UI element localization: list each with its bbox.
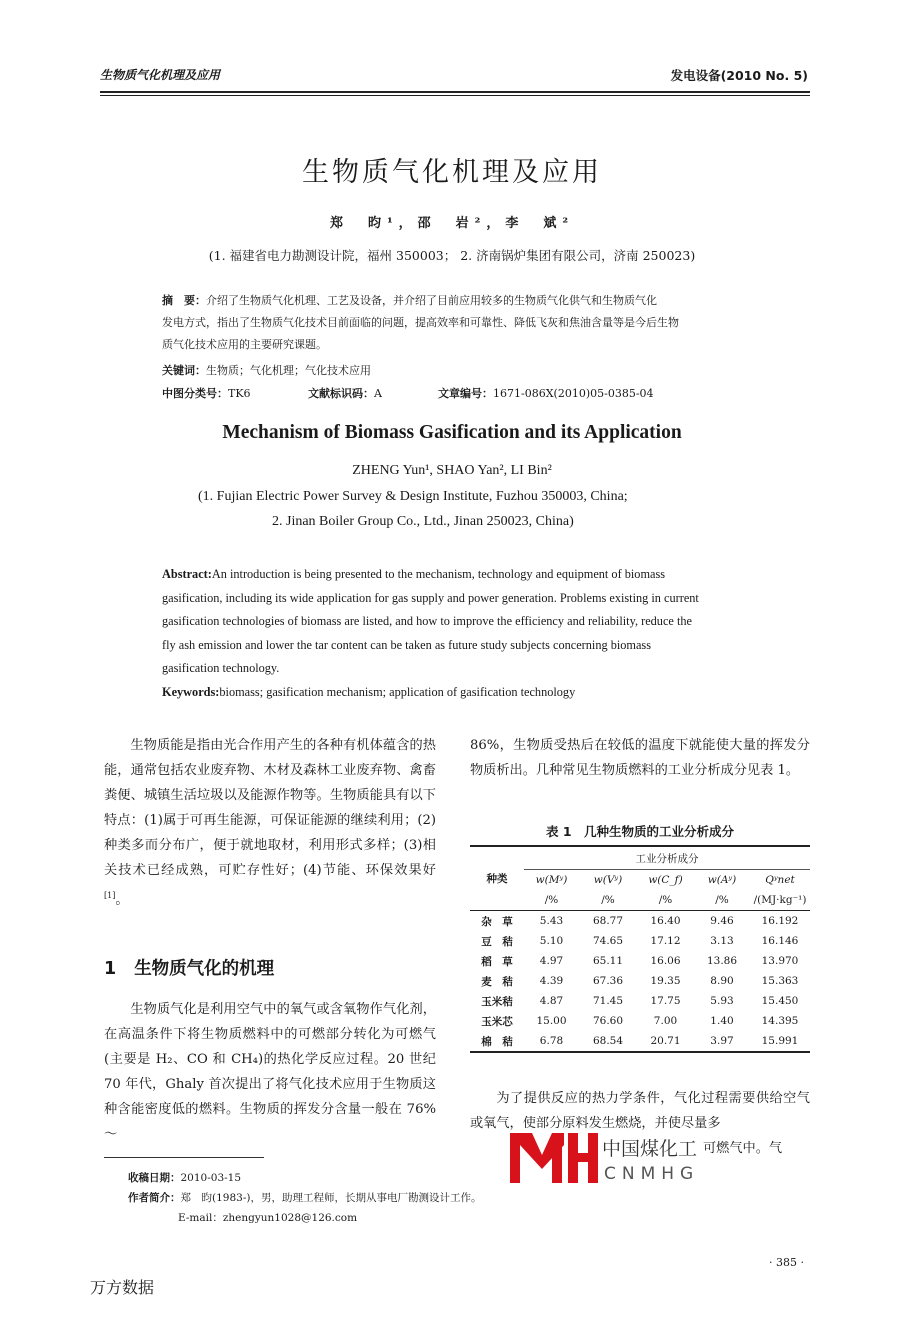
table-cell: 4.39 bbox=[539, 975, 564, 987]
table-cell: 3.13 bbox=[710, 935, 734, 947]
table-col-unit: /% bbox=[524, 890, 579, 911]
keywords-cn-label: 关键词： bbox=[162, 364, 206, 377]
table-cell: 16.40 bbox=[650, 915, 681, 927]
table-cell-material: 玉米芯 bbox=[481, 1015, 513, 1028]
keywords-cn: 生物质；气化机理；气化技术应用 bbox=[206, 364, 371, 377]
table-col-unit: /% bbox=[637, 890, 694, 911]
footnote-received: 收稿日期：2010-03-15 bbox=[128, 1172, 242, 1184]
table-bottom-rule bbox=[470, 1051, 810, 1053]
affiliation-en-line1: (1. Fujian Electric Power Survey & Design Institute, Fuzhou 350003, China; bbox=[198, 489, 628, 504]
table-cell: 1.40 bbox=[710, 1015, 734, 1027]
article-number: 文章编号：1671-086X(2010)05-0385-04 bbox=[438, 387, 654, 400]
table-cell: 5.10 bbox=[539, 935, 564, 947]
section-heading-1: 1 生物质气化的机理 bbox=[104, 959, 275, 979]
table-cell: 65.11 bbox=[592, 955, 624, 967]
table-cell-material: 豆 秸 bbox=[481, 935, 513, 948]
table-row bbox=[470, 971, 810, 991]
abstract-cn-line2: 发电方式，指出了生物质气化技术目前面临的问题，提高效率和可靠性、降低飞灰和焦油含量等是今后生物 bbox=[162, 316, 679, 329]
table-cell: 13.970 bbox=[761, 955, 799, 967]
table-cell: 20.71 bbox=[650, 1035, 681, 1047]
table-col-symbol: w(C_f) bbox=[648, 874, 683, 886]
keywords-en-label: Keywords: bbox=[162, 684, 220, 699]
keywords-en: biomass; gasification mechanism; application of gasification technology bbox=[219, 684, 576, 699]
classification: 中图分类号：TK6 bbox=[162, 387, 251, 400]
table-cell-material: 棉 秸 bbox=[481, 1035, 513, 1048]
table-1 bbox=[470, 845, 810, 1053]
table-cell: 68.77 bbox=[592, 915, 624, 927]
abstract-cn-line3: 质气化技术应用的主要研究课题。 bbox=[162, 338, 327, 351]
table-col-symbol: w(Mʸ) bbox=[535, 874, 568, 886]
table-cell: 16.146 bbox=[761, 935, 799, 947]
table-cell: 76.60 bbox=[592, 1015, 624, 1027]
right-column-text-top: 86%，生物质受热后在较低的温度下就能使大量的挥发分物质析出。几种常见生物质燃料的工业分析成分见表 1。 bbox=[470, 738, 810, 778]
table-col-unit: /% bbox=[579, 890, 637, 911]
table-cell: 7.00 bbox=[653, 1015, 678, 1027]
table-cell: 6.78 bbox=[539, 1035, 564, 1047]
document-code: 文献标识码：A bbox=[308, 387, 382, 400]
table-col-unit: /(MJ·kg⁻¹) bbox=[750, 890, 810, 911]
cnmhg-logo bbox=[508, 1129, 600, 1185]
citation-ref[interactable]: [1] bbox=[104, 891, 116, 900]
authors-cn: 郑 昀¹，邵 岩²，李 斌² bbox=[329, 216, 575, 231]
running-header-left: 生物质气化机理及应用 bbox=[100, 68, 221, 82]
table-cell-material: 稻 草 bbox=[481, 955, 513, 968]
watermark-cn: 中国煤化工 bbox=[602, 1134, 697, 1161]
table-col-symbol: Qʸnet bbox=[765, 874, 795, 886]
table-cell: 4.87 bbox=[539, 995, 564, 1007]
table-cell: 71.45 bbox=[592, 995, 624, 1007]
table-cell: 15.363 bbox=[761, 975, 799, 987]
table-row bbox=[470, 911, 810, 932]
table-cell: 14.395 bbox=[761, 1015, 799, 1027]
table-cell: 9.46 bbox=[710, 915, 734, 927]
table-col-symbol: w(Aʸ) bbox=[707, 874, 737, 886]
table-cell: 15.450 bbox=[761, 995, 799, 1007]
abstract-cn-line1: 介绍了生物质气化机理、工艺及设备，并介绍了目前应用较多的生物质气化供气和生物质气化 bbox=[206, 294, 657, 307]
right-column-text-bottom: 为了提供反应的热力学条件，气化过程需要供给空气或氧气，使部分原料发生燃烧，并使尽量多 bbox=[470, 1091, 810, 1131]
table-caption: 表 1 几种生物质的工业分析成分 bbox=[545, 824, 735, 839]
table-cell: 15.00 bbox=[536, 1015, 567, 1027]
table-cell-material: 玉米秸 bbox=[481, 995, 513, 1008]
authors-en: ZHENG Yun¹, SHAO Yan², LI Bin² bbox=[352, 463, 552, 478]
table-row bbox=[470, 951, 810, 971]
table-cell: 67.36 bbox=[592, 975, 624, 987]
page-number: · 385 · bbox=[769, 1256, 804, 1269]
table-cell: 16.06 bbox=[650, 955, 681, 967]
affiliation-cn: (1. 福建省电力勘测设计院，福州 350003； 2. 济南锅炉集团有限公司，济南 250023) bbox=[208, 248, 696, 263]
running-header-right: 发电设备(2010 No. 5) bbox=[670, 68, 808, 83]
abstract-cn bbox=[162, 290, 780, 382]
table-cell: 5.43 bbox=[539, 915, 564, 927]
cnmhg-logo-icon bbox=[508, 1129, 600, 1185]
affiliation-en-line2: 2. Jinan Boiler Group Co., Ltd., Jinan 250023, China) bbox=[272, 514, 574, 529]
table-cell-material: 杂 草 bbox=[481, 915, 513, 928]
table-cell: 3.97 bbox=[710, 1035, 734, 1047]
table-col-symbol: w(Vʸ) bbox=[593, 874, 623, 886]
right-column-text-tail: 可燃气中。气 bbox=[703, 1141, 783, 1156]
paper-title-cn: 生物质气化机理及应用 bbox=[302, 157, 602, 188]
source-mark: 万方数据 bbox=[90, 1278, 155, 1297]
table-cell: 19.35 bbox=[650, 975, 681, 987]
abstract-cn-label: 摘 要： bbox=[162, 294, 206, 307]
table-cell: 17.12 bbox=[650, 935, 681, 947]
abstract-en-label: Abstract: bbox=[162, 567, 212, 581]
footnote-author: 作者简介：郑 昀(1983-)，男，助理工程师，长期从事电厂勘测设计工作。 bbox=[128, 1192, 482, 1204]
table-group-header: 工业分析成分 bbox=[524, 847, 810, 870]
abstract-en: Abstract:An introduction is being presented to the mechanism, technology and equipment of biomass gasification, including its wide application for gas supply and power generation. Problems existing in current gasification technologies of biomass are listed, and how to improve the efficiency and reliability, reduce the fly ash emission and lower the tar content can be taken as future study subjects concerning biomass gasification technology. Keywords:biomass; gasification mechanism; application of gasification technology bbox=[162, 567, 699, 699]
left-column-intro: 生物质能是指由光合作用产生的各种有机体蕴含的热能，通常包括农业废弃物、木材及森林工业废弃物、禽畜粪便、城镇生活垃圾以及能源作物等。生物质能具有以下特点：(1)属于可再生能源，可保证能源的继续利用；(2)种类多而分布广，便于就地取材，利用形式多样；(3)相关技术已经成熟，可贮存性好；(4)节能、环保效果好[1]。 bbox=[104, 738, 436, 908]
table-row bbox=[470, 931, 810, 951]
table-row-header: 种类 bbox=[470, 847, 524, 911]
table-cell-material: 麦 秸 bbox=[481, 975, 513, 988]
header-rule-thin bbox=[100, 95, 810, 96]
table-cell: 16.192 bbox=[761, 915, 799, 927]
table-col-unit: /% bbox=[694, 890, 750, 911]
table-cell: 5.93 bbox=[710, 995, 734, 1007]
left-column-section1: 生物质气化是利用空气中的氧气或含氧物作气化剂，在高温条件下将生物质燃料中的可燃部分转化为可燃气(主要是 H₂、CO 和 CH₄)的热化学反应过程。20 世纪 70 年代，Ghaly 首次提出了将气化技术应用于生物质这种含能密度低的燃料。生物质的挥发分含量一般在 76%～ bbox=[104, 1002, 436, 1142]
table-row bbox=[470, 1011, 810, 1031]
footnote-email: E-mail：zhengyun1028@126.com bbox=[178, 1212, 358, 1224]
table-cell: 13.86 bbox=[706, 955, 738, 967]
table-cell: 4.97 bbox=[539, 955, 564, 967]
footnote-rule bbox=[104, 1157, 264, 1158]
table-cell: 8.90 bbox=[710, 975, 734, 987]
table-row bbox=[470, 991, 810, 1011]
table-row bbox=[470, 1031, 810, 1051]
watermark-en: CNMHG bbox=[604, 1164, 700, 1184]
table-cell: 74.65 bbox=[592, 935, 624, 947]
header-rule-thick bbox=[100, 91, 810, 93]
table-cell: 68.54 bbox=[592, 1035, 624, 1047]
paper-title-en: Mechanism of Biomass Gasification and its Application bbox=[222, 422, 682, 443]
table-cell: 17.75 bbox=[650, 995, 681, 1007]
table-cell: 15.991 bbox=[761, 1035, 799, 1047]
